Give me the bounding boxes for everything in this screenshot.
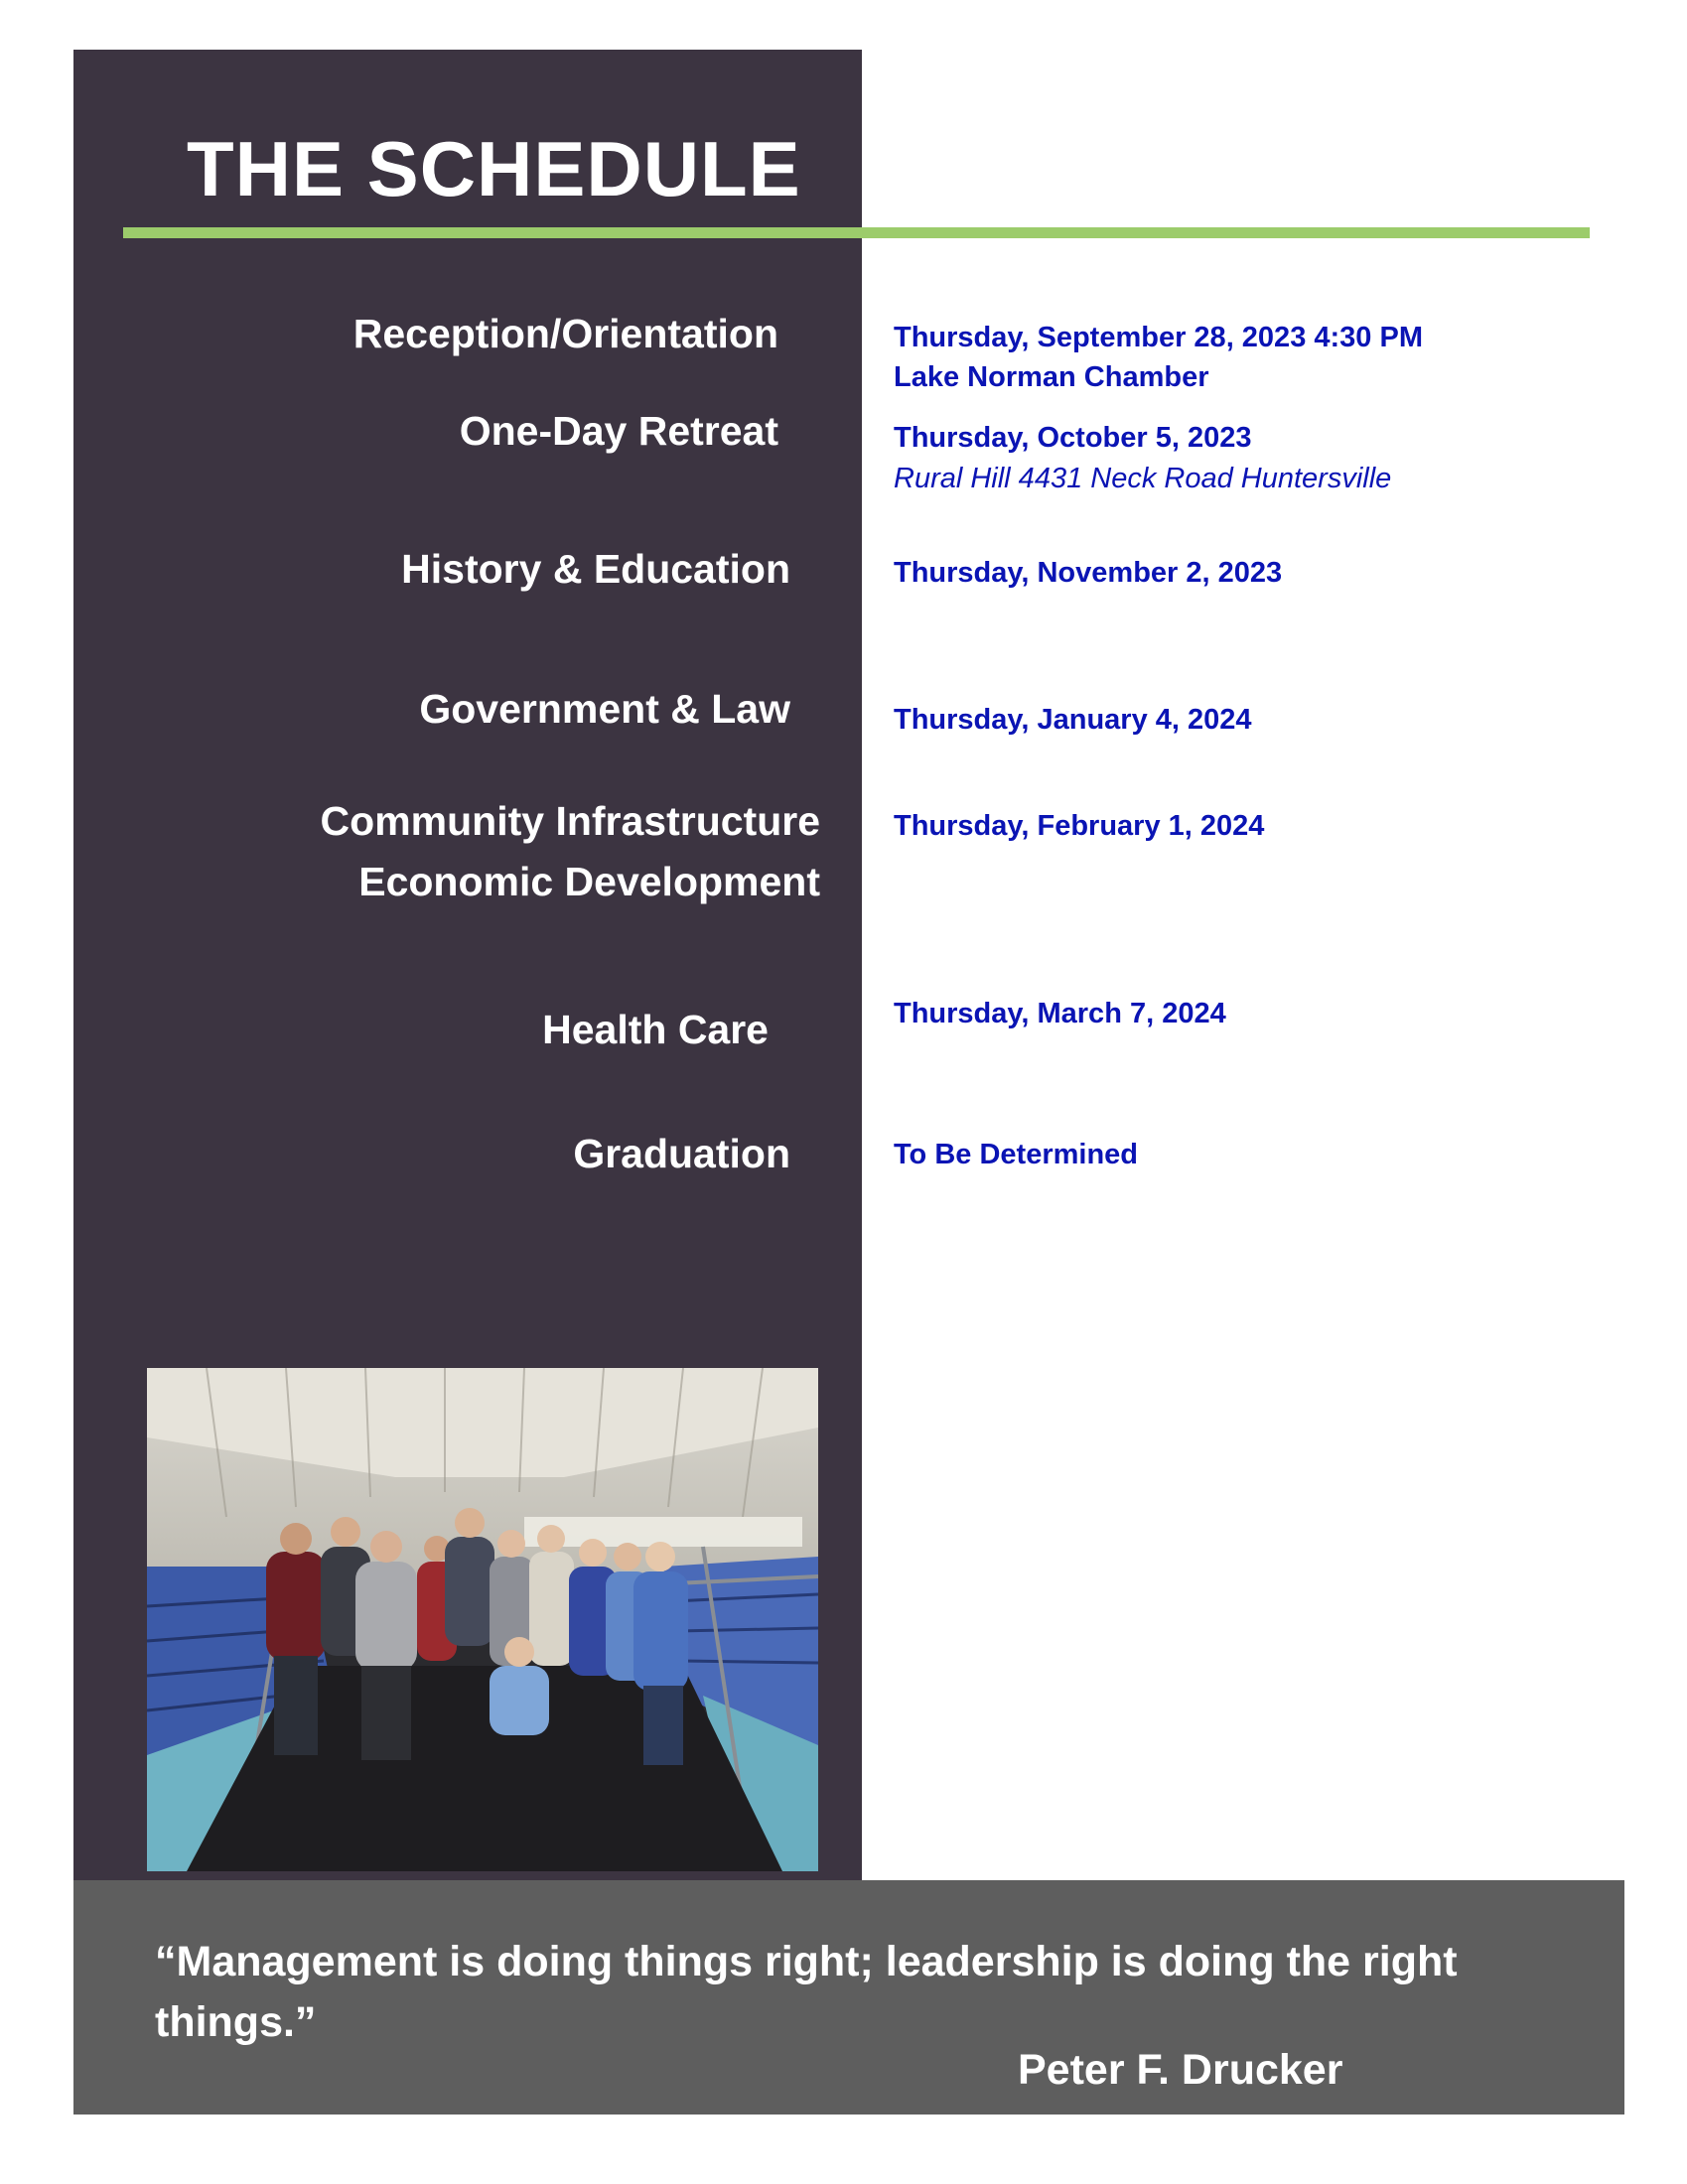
quote-author: Peter F. Drucker — [1018, 2046, 1343, 2094]
event-label-graduation: Graduation — [573, 1131, 790, 1176]
event-date-history: Thursday, November 2, 2023 — [894, 557, 1283, 589]
event-label-government: Government & Law — [419, 686, 790, 732]
page-title: THE SCHEDULE — [187, 125, 801, 212]
event-label-history: History & Education — [401, 546, 790, 592]
event-date-graduation: To Be Determined — [894, 1139, 1139, 1170]
event-date-government: Thursday, January 4, 2024 — [894, 704, 1252, 736]
quote-text: “Management is doing things right; leadership is doing the right things.” — [155, 1938, 1458, 2046]
event-date-health: Thursday, March 7, 2024 — [894, 998, 1226, 1029]
event-label-retreat: One-Day Retreat — [459, 408, 778, 454]
group-photo — [147, 1368, 818, 1871]
event-date-reception: Thursday, September 28, 2023 4:30 PM — [894, 322, 1423, 353]
event-date-retreat: Thursday, October 5, 2023 — [894, 422, 1252, 454]
event-date-infrastructure: Thursday, February 1, 2024 — [894, 810, 1265, 842]
event-label-economic: Economic Development — [358, 859, 820, 904]
event-location-retreat: Rural Hill 4431 Neck Road Huntersville — [894, 463, 1392, 494]
event-label-health: Health Care — [542, 1007, 769, 1052]
event-label-reception: Reception/Orientation — [352, 311, 778, 356]
event-location-reception: Lake Norman Chamber — [894, 361, 1209, 393]
event-label-infrastructure: Community Infrastructure — [320, 798, 820, 844]
title-divider — [123, 227, 1590, 238]
